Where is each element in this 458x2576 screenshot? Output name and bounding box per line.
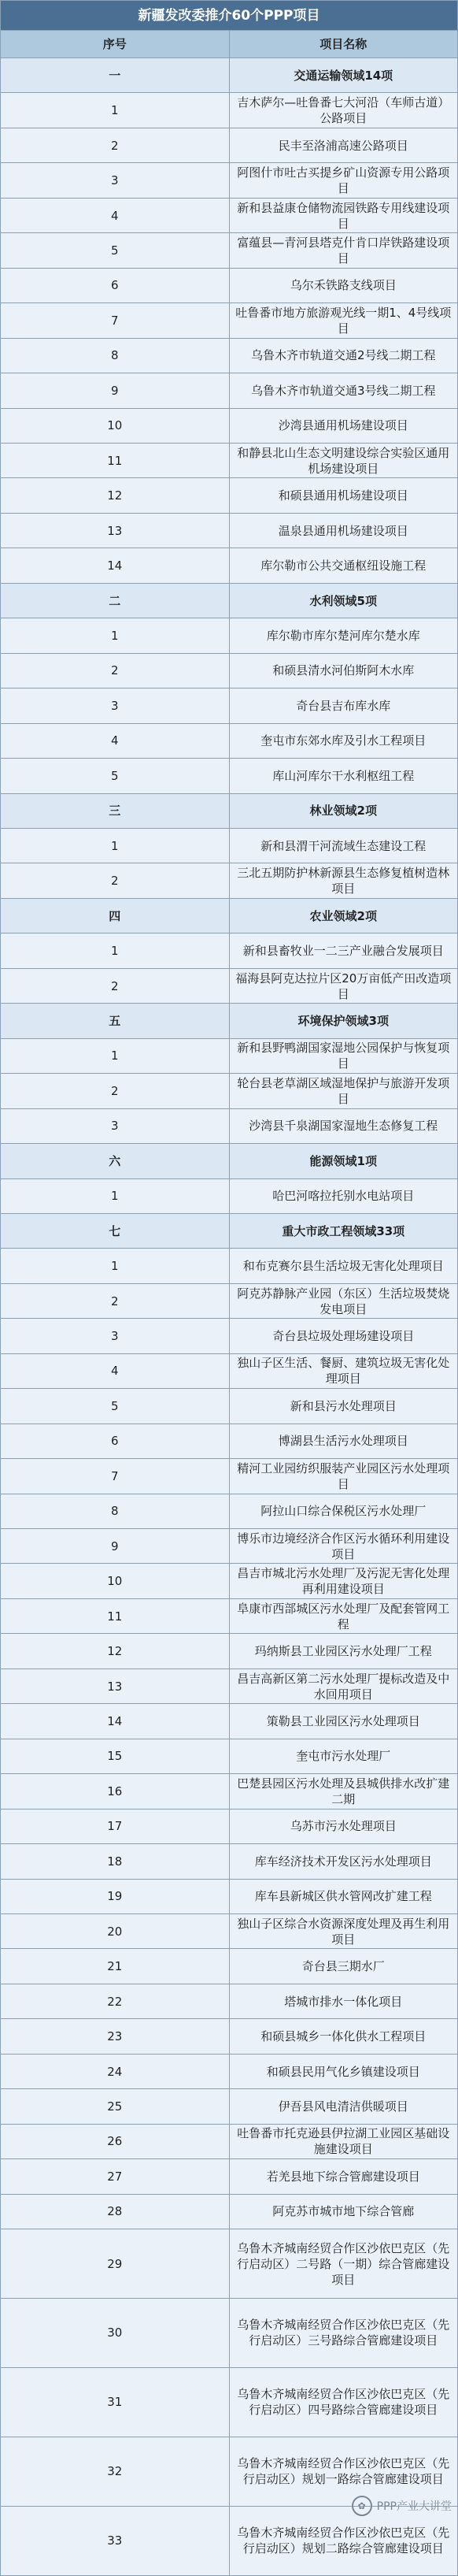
serial-number-cell: 31 <box>1 2367 230 2437</box>
serial-number-cell: 1 <box>1 1179 230 1213</box>
table-row <box>1 1949 458 1984</box>
table-row <box>1 2124 458 2158</box>
section-row <box>1 898 458 933</box>
serial-number-cell: 2 <box>1 128 230 162</box>
section-row <box>1 1004 458 1038</box>
table-row <box>1 2054 458 2088</box>
serial-number-cell: 3 <box>1 1319 230 1353</box>
table-row <box>1 1423 458 1458</box>
serial-number-cell: 28 <box>1 2194 230 2229</box>
serial-number-cell: 12 <box>1 478 230 513</box>
serial-number-cell: 25 <box>1 2089 230 2124</box>
project-name-cell: 乌鲁木齐市轨道交通2号线二期工程 <box>229 338 458 373</box>
table-row <box>1 1389 458 1423</box>
project-name-cell: 民丰至洛浦高速公路项目 <box>229 128 458 162</box>
serial-number-cell: 3 <box>1 163 230 198</box>
table-row <box>1 1879 458 1913</box>
project-name-cell: 独山子区综合水资源深度处理及再生利用项目 <box>229 1914 458 1949</box>
serial-number-cell: 1 <box>1 934 230 968</box>
project-name-cell: 乌尔禾铁路支线项目 <box>229 268 458 303</box>
serial-number-cell: 2 <box>1 653 230 688</box>
section-row <box>1 58 458 93</box>
table-header-row <box>1 31 458 58</box>
section-row <box>1 1213 458 1248</box>
project-name-cell: 奎屯市东郊水库及引水工程项目 <box>229 723 458 758</box>
table-row <box>1 1774 458 1809</box>
table-row <box>1 1598 458 1633</box>
serial-number-cell: 二 <box>1 583 230 618</box>
project-name-cell: 策勒县工业园区污水处理项目 <box>229 1704 458 1739</box>
section-row <box>1 793 458 828</box>
serial-number-cell: 24 <box>1 2054 230 2088</box>
serial-number-cell: 三 <box>1 793 230 828</box>
serial-number-cell: 2 <box>1 968 230 1003</box>
serial-number-cell: 五 <box>1 1004 230 1038</box>
project-name-cell: 奇台县吉布库水库 <box>229 689 458 723</box>
project-name-cell: 昌吉高新区第二污水处理厂提标改造及中水回用项目 <box>229 1668 458 1703</box>
serial-number-cell: 19 <box>1 1879 230 1913</box>
serial-number-cell: 7 <box>1 1459 230 1494</box>
project-name-cell: 阿拉山口综合保税区污水处理厂 <box>229 1494 458 1528</box>
header-project-name: 项目名称 <box>229 31 458 58</box>
table-row <box>1 198 458 232</box>
serial-number-cell: 3 <box>1 689 230 723</box>
serial-number-cell: 10 <box>1 408 230 443</box>
table-row <box>1 1739 458 1773</box>
table-row <box>1 1914 458 1949</box>
project-name-cell: 阿克苏静脉产业园（东区）生活垃圾焚烧发电项目 <box>229 1283 458 1318</box>
project-name-cell: 新和县益康仓储物流园铁路专用线建设项目 <box>229 198 458 232</box>
project-name-cell: 乌鲁木齐城南经贸合作区沙依巴克区（先行启动区）二号路（一期）综合管廊建设项目 <box>229 2229 458 2299</box>
table-row <box>1 128 458 162</box>
serial-number-cell: 5 <box>1 1389 230 1423</box>
project-name-cell: 和硕县通用机场建设项目 <box>229 478 458 513</box>
table-row <box>1 513 458 547</box>
table-row <box>1 2229 458 2299</box>
table-row <box>1 2299 458 2368</box>
table-row <box>1 2019 458 2054</box>
project-name-cell: 新和县野鸭湖国家湿地公园保护与恢复项目 <box>229 1038 458 1073</box>
serial-number-cell: 11 <box>1 443 230 477</box>
serial-number-cell: 22 <box>1 1984 230 2018</box>
table-row <box>1 2506 458 2575</box>
table-row <box>1 1494 458 1528</box>
project-name-cell: 库尔勒市库尔楚河库尔楚水库 <box>229 618 458 653</box>
project-name-cell: 和布克赛尔县生活垃圾无害化处理项目 <box>229 1249 458 1283</box>
table-row <box>1 723 458 758</box>
project-name-cell: 博乐市边境经济合作区污水循环利用建设项目 <box>229 1529 458 1564</box>
project-name-cell: 沙湾县千泉湖国家湿地生态修复工程 <box>229 1108 458 1143</box>
header-serial-number: 序号 <box>1 31 230 58</box>
section-title-cell: 能源领域1项 <box>229 1144 458 1179</box>
table-row <box>1 163 458 198</box>
project-name-cell: 温泉县通用机场建设项目 <box>229 513 458 547</box>
table-row <box>1 548 458 583</box>
serial-number-cell: 5 <box>1 233 230 268</box>
serial-number-cell: 四 <box>1 898 230 933</box>
serial-number-cell: 15 <box>1 1739 230 1773</box>
serial-number-cell: 20 <box>1 1914 230 1949</box>
project-name-cell: 乌鲁木齐城南经贸合作区沙依巴克区（先行启动区）三号路综合管廊建设项目 <box>229 2299 458 2368</box>
serial-number-cell: 16 <box>1 1774 230 1809</box>
table-row <box>1 1108 458 1143</box>
project-name-cell: 博湖县生活污水处理项目 <box>229 1423 458 1458</box>
table-row <box>1 1249 458 1283</box>
table-row <box>1 268 458 303</box>
serial-number-cell: 23 <box>1 2019 230 2054</box>
table-row <box>1 2367 458 2437</box>
table-row <box>1 1564 458 1598</box>
project-name-cell: 库尔勒市公共交通枢纽设施工程 <box>229 548 458 583</box>
serial-number-cell: 8 <box>1 1494 230 1528</box>
table-row <box>1 934 458 968</box>
serial-number-cell: 2 <box>1 1074 230 1108</box>
serial-number-cell: 6 <box>1 1423 230 1458</box>
serial-number-cell: 6 <box>1 268 230 303</box>
serial-number-cell: 3 <box>1 1108 230 1143</box>
serial-number-cell: 9 <box>1 373 230 408</box>
project-name-cell: 福海县阿克达拉片区20万亩低产田改造项目 <box>229 968 458 1003</box>
section-title-cell: 农业领域2项 <box>229 898 458 933</box>
section-title-cell: 环境保护领域3项 <box>229 1004 458 1038</box>
table-row <box>1 373 458 408</box>
serial-number-cell: 1 <box>1 618 230 653</box>
section-title-cell: 交通运输领域14项 <box>229 58 458 93</box>
project-name-cell: 库车县新城区供水管网改扩建工程 <box>229 1879 458 1913</box>
project-name-cell: 吉木萨尔—吐鲁番七大河沿（车师古道）公路项目 <box>229 93 458 128</box>
table-row <box>1 968 458 1003</box>
section-title-cell: 林业领域2项 <box>229 793 458 828</box>
serial-number-cell: 2 <box>1 1283 230 1318</box>
table-row <box>1 1984 458 2018</box>
watermark <box>352 2496 452 2516</box>
serial-number-cell: 9 <box>1 1529 230 1564</box>
serial-number-cell: 7 <box>1 303 230 338</box>
project-name-cell: 哈巴河喀拉托别水电站项目 <box>229 1179 458 1213</box>
serial-number-cell: 4 <box>1 198 230 232</box>
project-name-cell: 阿图什市吐古买提乡矿山资源专用公路项目 <box>229 163 458 198</box>
project-name-cell: 伊吾县风电清洁供暖项目 <box>229 2089 458 2124</box>
serial-number-cell: 13 <box>1 513 230 547</box>
project-name-cell: 若羌县地下综合管廊建设项目 <box>229 2159 458 2194</box>
table-row <box>1 863 458 898</box>
table-row <box>1 1844 458 1879</box>
table-row <box>1 1179 458 1213</box>
serial-number-cell: 12 <box>1 1634 230 1668</box>
serial-number-cell: 六 <box>1 1144 230 1179</box>
table-row <box>1 478 458 513</box>
serial-number-cell: 11 <box>1 1598 230 1633</box>
serial-number-cell: 1 <box>1 93 230 128</box>
table-row <box>1 233 458 268</box>
table-row <box>1 1529 458 1564</box>
project-name-cell: 乌鲁木齐城南经贸合作区沙依巴克区（先行启动区）规划一路综合管廊建设项目 <box>229 2437 458 2506</box>
project-name-cell: 乌苏市污水处理项目 <box>229 1809 458 1843</box>
project-name-cell: 独山子区生活、餐厨、建筑垃圾无害化处理项目 <box>229 1353 458 1388</box>
project-name-cell: 新和县污水处理项目 <box>229 1389 458 1423</box>
wechat-icon: ✿ <box>352 2496 372 2516</box>
serial-number-cell: 13 <box>1 1668 230 1703</box>
project-name-cell: 奇台县三期水厂 <box>229 1949 458 1984</box>
project-name-cell: 奇台县垃圾处理场建设项目 <box>229 1319 458 1353</box>
table-row <box>1 443 458 477</box>
table-row <box>1 408 458 443</box>
section-row <box>1 583 458 618</box>
serial-number-cell: 14 <box>1 1704 230 1739</box>
project-name-cell: 新和县渭干河流域生态建设工程 <box>229 828 458 863</box>
project-name-cell: 沙湾县通用机场建设项目 <box>229 408 458 443</box>
serial-number-cell: 14 <box>1 548 230 583</box>
project-name-cell: 库山河库尔干水利枢纽工程 <box>229 759 458 793</box>
serial-number-cell: 21 <box>1 1949 230 1984</box>
table-row <box>1 1459 458 1494</box>
section-title-cell: 水利领域5项 <box>229 583 458 618</box>
project-name-cell: 奎屯市污水处理厂 <box>229 1739 458 1773</box>
serial-number-cell: 27 <box>1 2159 230 2194</box>
table-title: 新疆发改委推介60个PPP项目 <box>1 1 458 31</box>
table-title-row <box>1 1 458 31</box>
table-row <box>1 689 458 723</box>
project-name-cell: 巴楚县园区污水处理及县城供排水改扩建二期 <box>229 1774 458 1809</box>
table-row <box>1 1074 458 1108</box>
serial-number-cell: 8 <box>1 338 230 373</box>
project-name-cell: 富蕴县—青河县塔克什肯口岸铁路建设项目 <box>229 233 458 268</box>
project-name-cell: 和硕县民用气化乡镇建设项目 <box>229 2054 458 2088</box>
project-name-cell: 乌鲁木齐城南经贸合作区沙依巴克区（先行启动区）四号路综合管廊建设项目 <box>229 2367 458 2437</box>
project-table-body <box>1 1 458 2576</box>
serial-number-cell: 4 <box>1 1353 230 1388</box>
table-row <box>1 303 458 338</box>
section-title-cell: 重大市政工程领域33项 <box>229 1213 458 1248</box>
serial-number-cell: 10 <box>1 1564 230 1598</box>
table-row <box>1 1319 458 1353</box>
serial-number-cell: 1 <box>1 1249 230 1283</box>
serial-number-cell: 七 <box>1 1213 230 1248</box>
serial-number-cell: 5 <box>1 759 230 793</box>
table-row <box>1 1634 458 1668</box>
table-row <box>1 2089 458 2124</box>
project-name-cell: 精河工业园纺织服装产业园区污水处理项目 <box>229 1459 458 1494</box>
table-row <box>1 759 458 793</box>
project-name-cell: 吐鲁番市地方旅游观光线一期1、4号线项目 <box>229 303 458 338</box>
project-name-cell: 和静县北山生态文明建设综合实验区通用机场建设项目 <box>229 443 458 477</box>
project-name-cell: 阜康市西部城区污水处理厂及配套管网工程 <box>229 1598 458 1633</box>
serial-number-cell: 1 <box>1 1038 230 1073</box>
project-name-cell: 三北五期防护林新源县生态修复植树造林项目 <box>229 863 458 898</box>
table-row <box>1 1668 458 1703</box>
serial-number-cell: 4 <box>1 723 230 758</box>
table-row <box>1 653 458 688</box>
project-name-cell: 吐鲁番市托克逊县伊拉湖工业园区基础设施建设项目 <box>229 2124 458 2158</box>
project-name-cell: 和硕县城乡一体化供水工程项目 <box>229 2019 458 2054</box>
serial-number-cell: 18 <box>1 1844 230 1879</box>
project-name-cell: 新和县畜牧业一二三产业融合发展项目 <box>229 934 458 968</box>
project-name-cell: 玛纳斯县工业园区污水处理厂工程 <box>229 1634 458 1668</box>
project-name-cell: 乌鲁木齐市轨道交通3号线二期工程 <box>229 373 458 408</box>
project-name-cell: 塔城市排水一体化项目 <box>229 1984 458 2018</box>
serial-number-cell: 29 <box>1 2229 230 2299</box>
project-name-cell: 昌吉市城北污水处理厂及污泥无害化处理再利用建设项目 <box>229 1564 458 1598</box>
table-row <box>1 1283 458 1318</box>
table-row <box>1 1353 458 1388</box>
table-row <box>1 2194 458 2229</box>
table-row <box>1 618 458 653</box>
serial-number-cell: 一 <box>1 58 230 93</box>
table-row <box>1 338 458 373</box>
project-name-cell: 库车经济技术开发区污水处理项目 <box>229 1844 458 1879</box>
section-row <box>1 1144 458 1179</box>
serial-number-cell: 17 <box>1 1809 230 1843</box>
table-row <box>1 1809 458 1843</box>
serial-number-cell: 26 <box>1 2124 230 2158</box>
project-name-cell: 轮台县老草湖区域湿地保护与旅游开发项目 <box>229 1074 458 1108</box>
table-row <box>1 828 458 863</box>
table-row <box>1 1704 458 1739</box>
table-row <box>1 2159 458 2194</box>
serial-number-cell: 2 <box>1 863 230 898</box>
serial-number-cell: 33 <box>1 2506 230 2575</box>
project-name-cell: 乌鲁木齐城南经贸合作区沙依巴克区（先行启动区）规划二路综合管廊建设项目 <box>229 2506 458 2575</box>
project-name-cell: 阿克苏市城市地下综合管廊 <box>229 2194 458 2229</box>
table-row <box>1 1038 458 1073</box>
table-row <box>1 93 458 128</box>
project-name-cell: 和硕县清水河伯斯阿木水库 <box>229 653 458 688</box>
watermark-text: PPP产业大讲堂 <box>376 2500 452 2513</box>
serial-number-cell: 32 <box>1 2437 230 2506</box>
serial-number-cell: 1 <box>1 828 230 863</box>
serial-number-cell: 30 <box>1 2299 230 2368</box>
